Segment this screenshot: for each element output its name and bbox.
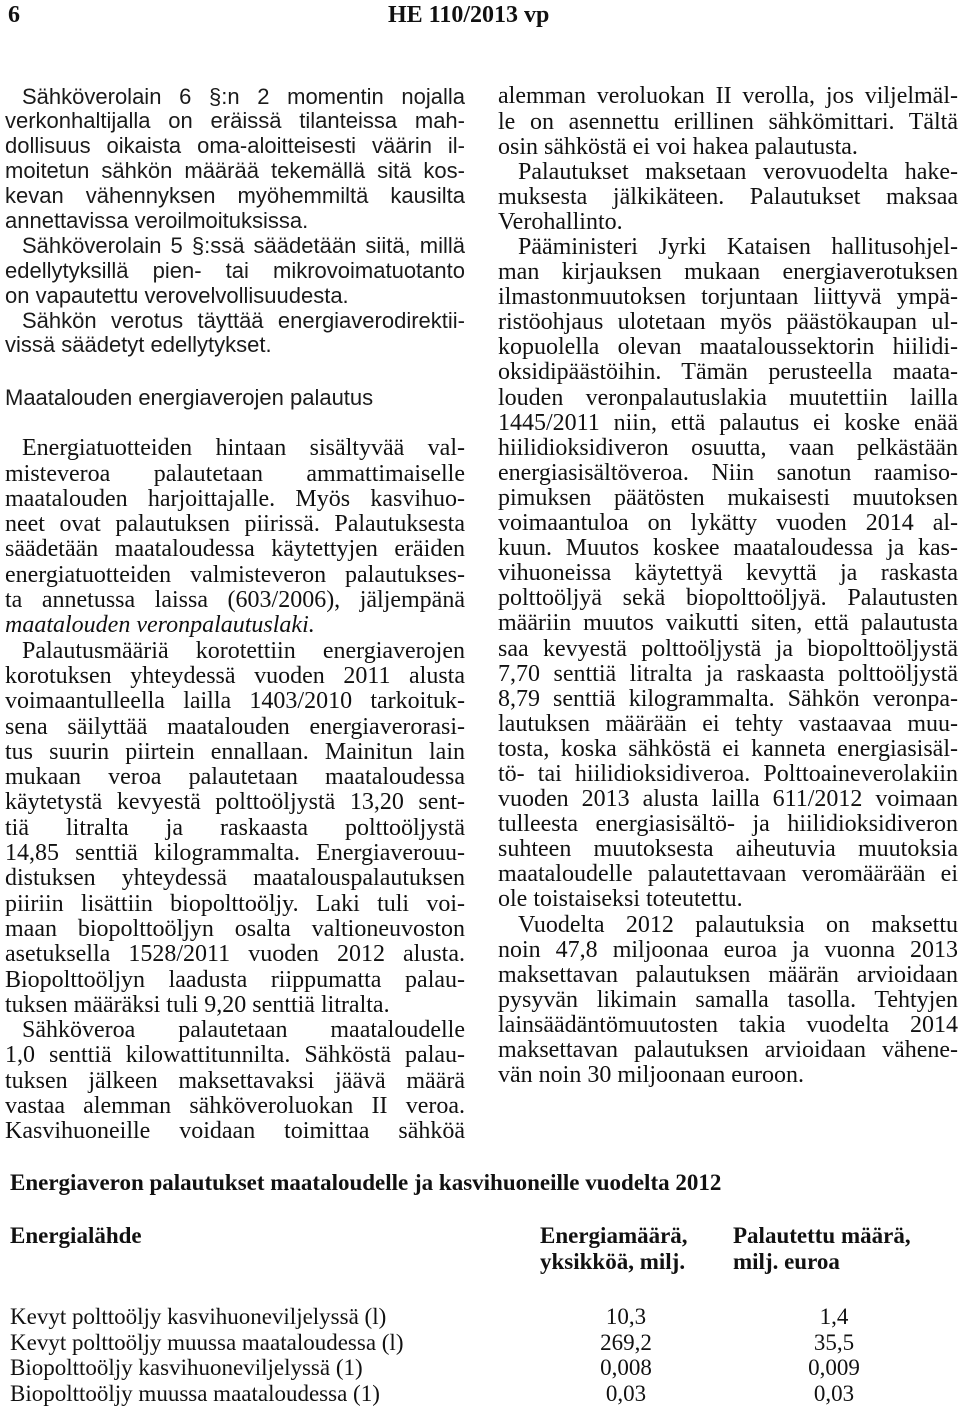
paragraph (498, 160, 958, 235)
text-line: hiilidioksidiveron osuutta, vaan pelkästään (498, 434, 958, 461)
text-line: määriin muutos vaikutti siten, että palautusta (498, 610, 958, 637)
paragraph (498, 84, 958, 159)
text-line: käytetystä kevyestä polttoöljystä 13,20 sent- (5, 789, 465, 816)
text-line: tosta, koska sähköstä ei kanneta energiasisäl- (498, 735, 958, 762)
text-line: verkonhaltijalla on eräissä tilanteissa mah- (5, 108, 465, 134)
text-line: ristöohjaus ulotetaan myös päästökaupan ul- (498, 309, 958, 336)
page-number: 6 (8, 2, 20, 28)
text-line: annettavissa veroilmoituksissa. (5, 207, 309, 233)
text-line: 14,85 senttiä kilogrammalta. Energiaverouu- (5, 840, 465, 867)
cell-source: Biopolttoöljy kasvihuoneviljelyssä (1) (10, 1355, 363, 1381)
text-line: 8,79 senttiä kilogrammalta. Sähkön veronpa- (498, 685, 958, 712)
table-row (0, 1355, 960, 1381)
text-line: Energiatuotteiden hintaan sisältyvää val- (22, 435, 465, 462)
column-header-source (10, 1223, 142, 1249)
paragraph (5, 85, 465, 234)
paragraph (5, 639, 465, 1018)
cell-refund: 1,4 (819, 1304, 849, 1329)
text-line: asetuksella 1528/2011 vuoden 2012 alusta. (5, 941, 465, 968)
text-line: säädetään maataloudessa käytettyjen eräiden (5, 536, 465, 563)
text-line: voimaantuloa on lykätty vuoden 2014 al- (498, 510, 958, 537)
text-line: Verohallinto. (498, 208, 623, 235)
section-heading: Maatalouden energiaverojen palautus (5, 385, 374, 411)
italic-text-line: maatalouden veronpalautuslaki. (5, 612, 315, 639)
text-line: 1,0 senttiä kilowattitunnilta. Sähköstä palau- (5, 1042, 465, 1069)
text-line: maataloudelle palautettavaan veromäärään ei (498, 861, 958, 888)
text-line: sena säilyttää maatalouden energiaverorasi- (5, 713, 465, 740)
table-row (0, 1330, 960, 1356)
text-line: vastaa alemman sähköveroluokan II veroa. (5, 1093, 465, 1120)
text-line: Sähköverolain 5 §:ssä säädetään siitä, millä (22, 232, 465, 258)
column-header-label: yksikköä, milj. (540, 1249, 686, 1274)
text-line: lainsäädäntömuutosten takia vuodelta 2014 (498, 1011, 958, 1038)
text-line: tuksen jälkeen maksettavaksi jäävä määrä (5, 1067, 465, 1094)
cell-source: Kevyt polttoöljy kasvihuoneviljelyssä (l) (10, 1304, 387, 1329)
text-line: Vuodelta 2012 palautuksia on maksettu (518, 911, 958, 938)
cell-refund: 0,009 (808, 1355, 860, 1381)
text-line: alemman veroluokan II verolla, jos viljelmäl- (498, 83, 958, 110)
text-line: Sähkön verotus täyttää energiaverodirektii- (22, 307, 465, 333)
text-line: pimuksen päätösten mukaisesti muutoksen (498, 484, 958, 511)
text-line: 7,70 senttiä litralta ja raskaasta polttoöljystä (498, 660, 958, 687)
column-header-refund (733, 1223, 911, 1275)
text-line: korotuksen yhteydessä vuoden 2011 alusta (5, 662, 465, 689)
text-line: le on asennettu erillinen sähkömittari. Tältä (498, 108, 958, 135)
text-line: maksettavan palautuksen arvioidaan vähene- (498, 1037, 958, 1063)
text-line: tulleesta energiasisältö- ja hiilidioksidiveron (498, 811, 958, 838)
text-line: muksesta jälkikäteen. Palautukset maksaa (498, 183, 958, 210)
text-line: pysyvän likimain samalla tasolla. Tehtyjen (498, 986, 958, 1013)
text-line: mukaan veroa palautetaan maataloudessa (5, 764, 465, 791)
column-header-amount (540, 1223, 688, 1275)
cell-amount: 269,2 (600, 1329, 652, 1355)
text-line: lautuksen määrään ei tehty vastaavaa muu- (498, 710, 958, 737)
text-line: vän noin 30 miljoonaan euroon. (498, 1062, 804, 1089)
text-line: energiasisältöveroa. Niin sanotun raamiso- (498, 459, 958, 486)
text-line: Pääministeri Jyrki Kataisen hallitusohjel- (518, 234, 958, 260)
paragraph (498, 235, 958, 913)
text-line: tö- tai hiilidioksidiveroa. Polttoaineverolakiin (498, 760, 958, 787)
text-line: polttoöljyä sekä biopolttoöljyä. Palautusten (498, 585, 958, 612)
text-line: Sähköveroa palautetaan maataloudelle (22, 1017, 465, 1044)
text-line: oksidipäästöihin. Tämän perusteella maata- (498, 359, 958, 386)
text-line: osin sähköstä ei voi hakea palautusta. (498, 133, 858, 160)
text-line: vihuoneissa käytettyä kevyttä ja raskasta (498, 560, 958, 587)
column-header-label: Energiamäärä, (540, 1223, 688, 1248)
text-line: misteveroa palautetaan ammattimaiselle (5, 460, 465, 487)
cell-amount: 0,008 (600, 1355, 652, 1381)
text-line: on vapautettu verovelvollisuudesta. (5, 282, 349, 308)
text-line: Biopolttoöljyn laadusta riippumatta palau- (5, 966, 465, 993)
column-header-label: Energialähde (10, 1223, 142, 1248)
text-line: ilmastonmuutoksen torjuntaan liittyvä ympä- (498, 284, 958, 311)
cell-refund: 35,5 (813, 1329, 855, 1355)
text-line: saa kevyestä polttoöljystä ja biopolttoöljystä (498, 635, 958, 662)
text-line: moitetun sähkön määrää tekemällä sitä kos- (5, 158, 465, 184)
table-row (0, 1381, 960, 1407)
text-line: distuksen yhteydessä maatalouspalautuksen (5, 865, 465, 892)
text-line: Palautukset maksetaan verovuodelta hake- (518, 158, 958, 185)
text-line: Kasvihuoneille voidaan toimittaa sähköä (5, 1118, 465, 1145)
cell-amount: 10,3 (605, 1304, 647, 1329)
text-line: vissä säädetyt edellytykset. (5, 332, 272, 358)
table-title: Energiaveron palautukset maataloudelle ja kasvihuoneille vuodelta 2012 (10, 1170, 722, 1195)
text-line: piiriin lisättiin biopolttoöljy. Laki tuli voi- (5, 890, 465, 917)
text-line: man kirjauksen mukaan energiaverotuksen (498, 259, 958, 286)
text-line: maan biopolttoöljyn osalta valtioneuvoston (5, 915, 465, 942)
text-line: tus suurin piirtein ennallaan. Mainitun lain (5, 738, 465, 765)
paragraph (5, 309, 465, 359)
text-line: kuun. Muutos koskee maataloudessa ja kas- (498, 535, 958, 562)
table-row (0, 1304, 960, 1330)
text-line: vuoden 2013 alusta lailla 611/2012 voimaan (498, 786, 958, 813)
text-line: maksettavan palautuksen määrän arvioidaan (498, 961, 958, 988)
text-line: noin 47,8 miljoonaa euroa ja vuonna 2013 (498, 936, 958, 963)
text-line: ole toistaiseksi toteutettu. (498, 886, 743, 913)
cell-source: Kevyt polttoöljy muussa maataloudessa (l) (10, 1329, 404, 1355)
cell-amount: 0,03 (605, 1381, 647, 1407)
text-line: kopuolella olevan maataloussektorin hiilidi- (498, 334, 958, 361)
text-line: voimaantulleella lailla 1403/2010 tarkoituk- (5, 688, 465, 715)
text-line: suhteen muutoksesta aiheutuvia muutoksia (498, 836, 958, 863)
document-id: HE 110/2013 vp (388, 2, 550, 28)
paragraph (498, 913, 958, 1089)
text-line: Sähköverolain 6 §:n 2 momentin nojalla (22, 83, 465, 109)
text-line: edellytyksillä pien- tai mikrovoimatuotanto (5, 257, 465, 283)
left-column (5, 85, 465, 1145)
text-line: maatalouden harjoittajalle. Myös kasvihuo- (5, 485, 465, 512)
column-header-label: milj. euroa (733, 1249, 840, 1274)
paragraph (5, 1018, 465, 1144)
text-line: louden veronpalautuslakia muutettiin lailla (498, 384, 958, 411)
text-line: tiä litralta ja raskaasta polttoöljystä (5, 814, 465, 841)
text-line: energiatuotteiden valmisteveron palautukses- (5, 561, 465, 588)
text-line: Palautusmääriä korotettiin energiaverojen (22, 637, 465, 664)
cell-refund: 0,03 (813, 1381, 855, 1407)
text-line: 1445/2011 niin, että palautus ei koske enää (498, 409, 958, 436)
text-line: dollisuus oikaista oma-aloitteisesti väärin il- (5, 133, 465, 159)
text-line: tuksen määräksi tuli 9,20 senttiä litralta. (5, 991, 390, 1018)
column-header-label: Palautettu määrä, (733, 1223, 911, 1248)
paragraph (5, 436, 465, 638)
paragraph (5, 234, 465, 309)
text-line: ta annetussa laissa (603/2006), jäljempänä (5, 587, 465, 614)
cell-source: Biopolttoöljy muussa maataloudessa (1) (10, 1381, 380, 1407)
text-line: kevan vähennyksen myöhemmiltä kausilta (5, 183, 465, 209)
right-column (498, 84, 958, 1088)
text-line: neet ovat palautuksen piirissä. Palautuksesta (5, 511, 465, 538)
